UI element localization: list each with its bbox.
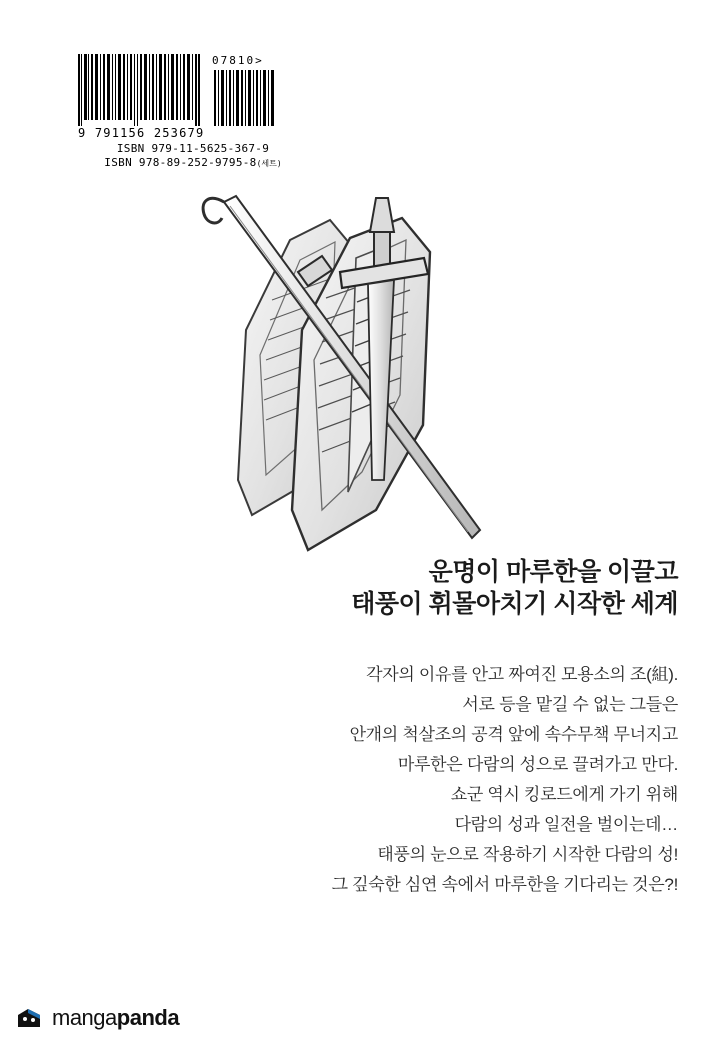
isbn-line-2-wrap	[78, 156, 308, 171]
ean13-digits: 9 791156 253679	[78, 126, 205, 140]
cover-illustration	[180, 180, 600, 580]
isbn-line-2: ISBN 978-89-252-9795-8	[104, 156, 257, 169]
synopsis-line: 서로 등을 맡길 수 없는 그들은	[462, 695, 678, 714]
crossed-sword-and-shield-icon	[180, 180, 600, 580]
headline-line-1: 운명이 마루한을 이끌고	[428, 558, 678, 586]
page-headline	[118, 556, 678, 620]
synopsis-line: 마루한은 다람의 성으로 끌려가고 만다.	[397, 755, 678, 774]
ean5-addon-barcode	[214, 70, 274, 126]
watermark-text-second: panda	[116, 1005, 180, 1030]
ean13-barcode	[78, 54, 200, 126]
barcode-addon-number: 07810>	[212, 54, 264, 67]
headline-line-2: 태풍이 휘몰아치기 시작한 세계	[351, 590, 678, 618]
ean13-bars-icon	[78, 54, 200, 126]
watermark-text	[52, 1005, 179, 1031]
watermark-text-first: manga	[52, 1005, 117, 1030]
synopsis-line: 태풍의 눈으로 작용하기 시작한 다람의 성!	[377, 845, 678, 864]
synopsis-line: 안개의 척살조의 공격 앞에 속수무책 무너지고	[349, 725, 678, 744]
panda-logo-icon	[16, 1005, 50, 1031]
synopsis-line: 그 깊숙한 심연 속에서 마루한을 기다리는 것은?!	[331, 875, 678, 894]
synopsis-line: 다람의 성과 일전을 벌이는데…	[454, 815, 678, 834]
isbn-block	[78, 142, 308, 171]
site-watermark	[16, 1001, 179, 1035]
synopsis-text	[118, 660, 678, 900]
ean5-bars-icon	[214, 70, 274, 126]
isbn-line-1: ISBN 979-11-5625-367-9	[116, 142, 270, 155]
isbn-set-note: (세트)	[256, 159, 282, 168]
synopsis-line: 쇼군 역시 킹로드에게 가기 위해	[450, 785, 678, 804]
synopsis-line: 각자의 이유를 안고 짜여진 모용소의 조(組).	[366, 665, 678, 684]
